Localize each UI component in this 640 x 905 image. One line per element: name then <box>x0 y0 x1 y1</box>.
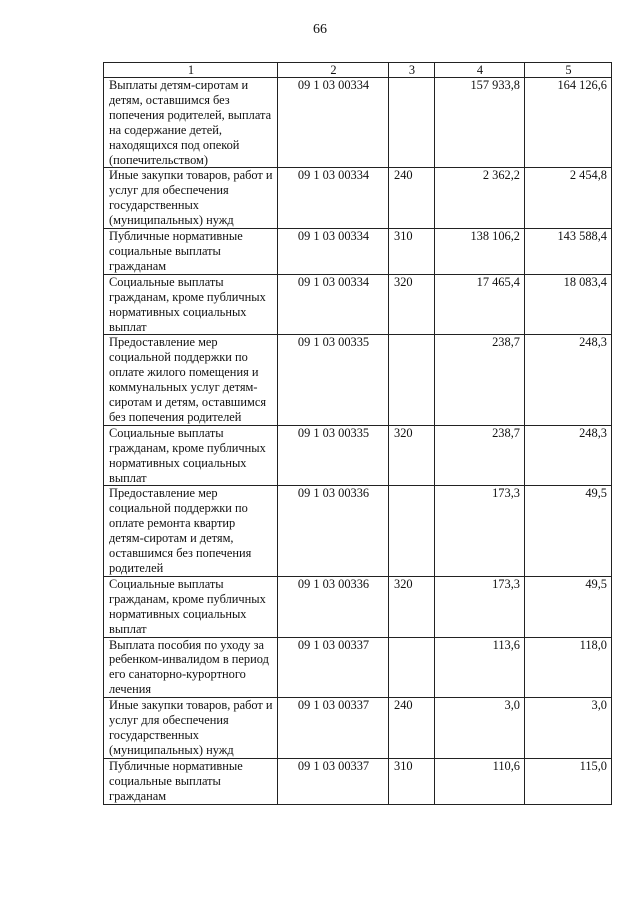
row-amount-1: 113,6 <box>435 637 525 698</box>
row-amount-1: 2 362,2 <box>435 168 525 229</box>
row-name: Предоставление мер социальной поддержки по оплате жилого помещения и коммунальных услуг детям-сиротам и детям, оставшимся без попечения родителей <box>104 335 278 425</box>
row-amount-1: 238,7 <box>435 425 525 486</box>
row-code: 09 1 03 00335 <box>278 425 389 486</box>
row-name: Выплата пособия по уходу за ребенком-инвалидом в период его санаторно-курортного лечения <box>104 637 278 698</box>
row-code: 09 1 03 00336 <box>278 486 389 576</box>
row-amount-2: 248,3 <box>525 335 612 425</box>
row-code: 09 1 03 00334 <box>278 78 389 168</box>
row-code: 09 1 03 00337 <box>278 758 389 804</box>
row-expense-type <box>389 78 435 168</box>
table-row <box>104 758 612 804</box>
row-amount-1: 157 933,8 <box>435 78 525 168</box>
row-amount-1: 138 106,2 <box>435 229 525 275</box>
row-name: Социальные выплаты гражданам, кроме публичных нормативных социальных выплат <box>104 274 278 335</box>
budget-table <box>103 62 612 805</box>
row-code: 09 1 03 00334 <box>278 274 389 335</box>
column-header-name: 1 <box>104 63 278 78</box>
row-expense-type <box>389 637 435 698</box>
page-number: 66 <box>313 22 327 37</box>
row-name: Выплаты детям-сиротам и детям, оставшимся без попечения родителей, выплата на содержание детей, находящихся под опекой (попечительством) <box>104 78 278 168</box>
row-code: 09 1 03 00337 <box>278 698 389 759</box>
table-row <box>104 698 612 759</box>
row-expense-type <box>389 335 435 425</box>
row-name: Социальные выплаты гражданам, кроме публичных нормативных социальных выплат <box>104 425 278 486</box>
table-row <box>104 168 612 229</box>
row-code: 09 1 03 00336 <box>278 576 389 637</box>
row-amount-2: 143 588,4 <box>525 229 612 275</box>
column-header-expense-type: 3 <box>389 63 435 78</box>
row-code: 09 1 03 00334 <box>278 229 389 275</box>
table-row <box>104 425 612 486</box>
row-expense-type: 320 <box>389 274 435 335</box>
column-header-amount-2: 5 <box>525 63 612 78</box>
row-expense-type: 320 <box>389 425 435 486</box>
table-row <box>104 637 612 698</box>
row-amount-1: 17 465,4 <box>435 274 525 335</box>
row-expense-type: 310 <box>389 758 435 804</box>
row-code: 09 1 03 00334 <box>278 168 389 229</box>
row-amount-2: 49,5 <box>525 486 612 576</box>
row-amount-2: 115,0 <box>525 758 612 804</box>
row-amount-1: 238,7 <box>435 335 525 425</box>
header-row <box>104 63 612 78</box>
column-header-code: 2 <box>278 63 389 78</box>
column-header-amount-1: 4 <box>435 63 525 78</box>
row-amount-2: 2 454,8 <box>525 168 612 229</box>
row-name: Иные закупки товаров, работ и услуг для обеспечения государственных (муниципальных) нужд <box>104 168 278 229</box>
row-amount-2: 3,0 <box>525 698 612 759</box>
table-row <box>104 576 612 637</box>
row-amount-1: 173,3 <box>435 576 525 637</box>
row-name: Предоставление мер социальной поддержки по оплате ремонта квартир детям-сиротам и детям, оставшимся без попечения родителей <box>104 486 278 576</box>
row-expense-type: 240 <box>389 168 435 229</box>
row-name: Публичные нормативные социальные выплаты гражданам <box>104 758 278 804</box>
row-expense-type: 320 <box>389 576 435 637</box>
table-row <box>104 486 612 576</box>
row-code: 09 1 03 00337 <box>278 637 389 698</box>
row-name: Публичные нормативные социальные выплаты гражданам <box>104 229 278 275</box>
table-row <box>104 229 612 275</box>
row-expense-type: 240 <box>389 698 435 759</box>
row-amount-2: 49,5 <box>525 576 612 637</box>
table-row <box>104 335 612 425</box>
row-name: Иные закупки товаров, работ и услуг для обеспечения государственных (муниципальных) нужд <box>104 698 278 759</box>
row-amount-2: 18 083,4 <box>525 274 612 335</box>
row-amount-2: 118,0 <box>525 637 612 698</box>
row-code: 09 1 03 00335 <box>278 335 389 425</box>
row-expense-type <box>389 486 435 576</box>
row-amount-1: 3,0 <box>435 698 525 759</box>
row-expense-type: 310 <box>389 229 435 275</box>
row-amount-1: 110,6 <box>435 758 525 804</box>
table-row <box>104 78 612 168</box>
row-amount-2: 164 126,6 <box>525 78 612 168</box>
row-amount-2: 248,3 <box>525 425 612 486</box>
table-row <box>104 274 612 335</box>
row-name: Социальные выплаты гражданам, кроме публичных нормативных социальных выплат <box>104 576 278 637</box>
row-amount-1: 173,3 <box>435 486 525 576</box>
